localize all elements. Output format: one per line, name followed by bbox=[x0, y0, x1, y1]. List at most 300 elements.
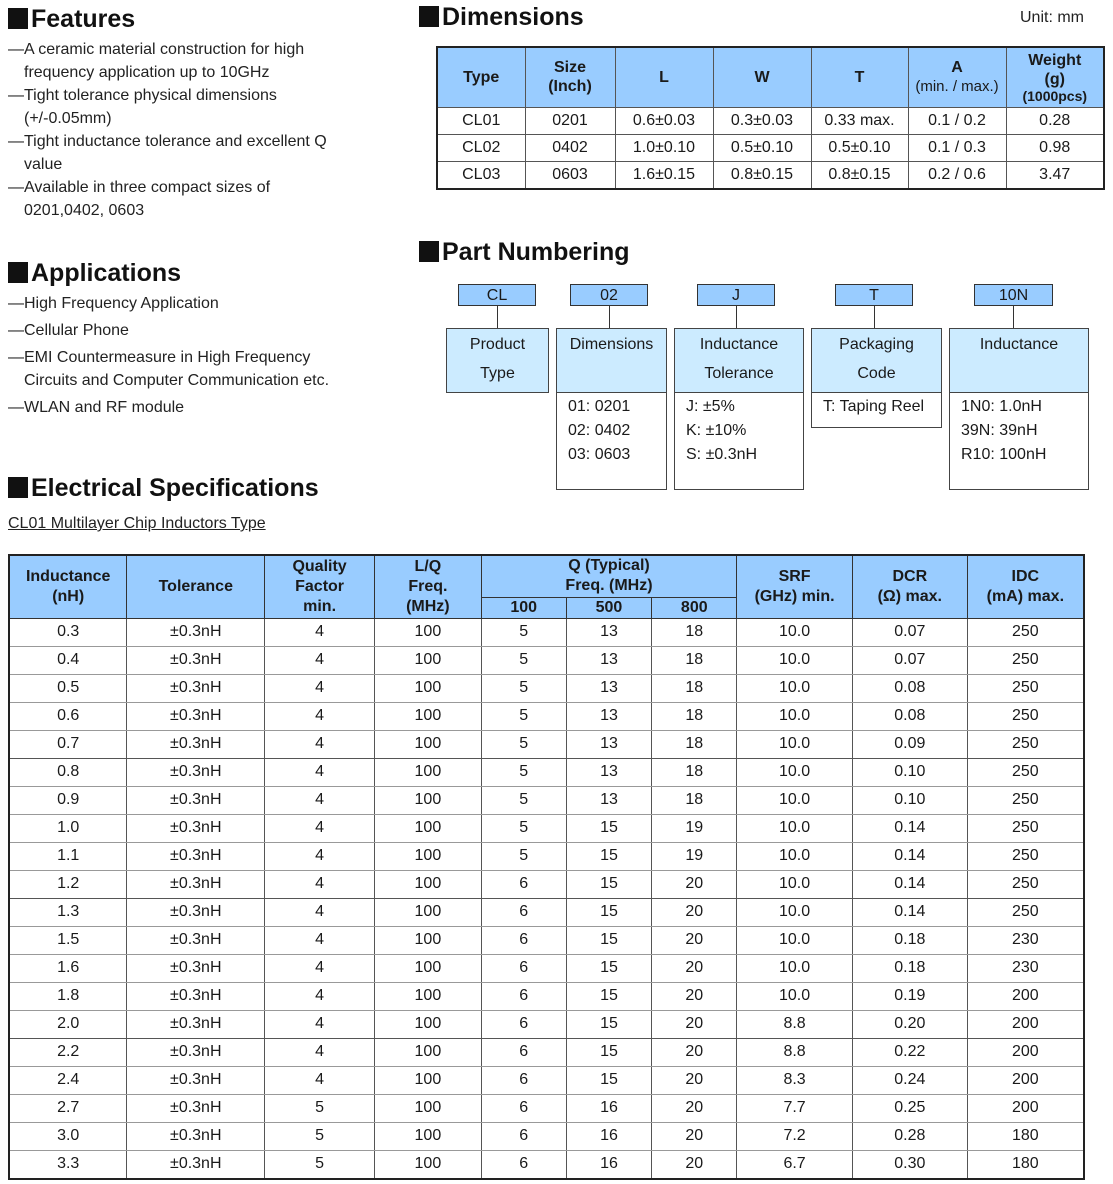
table-cell: 19 bbox=[652, 814, 737, 842]
table-cell: 10.0 bbox=[737, 618, 853, 646]
electrical-table bbox=[8, 554, 1085, 1180]
list-item: 01: 0201 bbox=[568, 398, 631, 415]
table-cell: 1.0 bbox=[9, 814, 127, 842]
table-cell: 5 bbox=[265, 1122, 375, 1150]
header-freq-500: 500 bbox=[566, 597, 652, 618]
table-row bbox=[9, 702, 1084, 730]
table-cell: 0.8 bbox=[9, 758, 127, 786]
table-cell: 5 bbox=[481, 702, 566, 730]
table-cell: ±0.3nH bbox=[127, 1150, 265, 1179]
table-row bbox=[9, 730, 1084, 758]
code-cl: CL bbox=[458, 284, 536, 306]
table-cell: 1.1 bbox=[9, 842, 127, 870]
table-cell: 0.7 bbox=[9, 730, 127, 758]
table-cell: 100 bbox=[374, 1150, 481, 1179]
table-cell: 20 bbox=[652, 926, 737, 954]
table-cell: 100 bbox=[374, 758, 481, 786]
connector-line bbox=[609, 306, 610, 328]
table-cell: 20 bbox=[652, 1122, 737, 1150]
title-square-icon bbox=[8, 477, 28, 498]
table-row bbox=[9, 786, 1084, 814]
table-cell: 0.14 bbox=[852, 842, 967, 870]
table-cell: 15 bbox=[566, 982, 652, 1010]
table-row bbox=[9, 1010, 1084, 1038]
table-cell: ±0.3nH bbox=[127, 926, 265, 954]
table-row bbox=[9, 1122, 1084, 1150]
table-cell: 1.2 bbox=[9, 870, 127, 898]
table-cell: 2.7 bbox=[9, 1094, 127, 1122]
table-cell: 0.08 bbox=[852, 674, 967, 702]
table-cell: 1.0±0.10 bbox=[615, 134, 713, 161]
table-cell: 0.33 max. bbox=[811, 107, 908, 134]
table-cell: 0.9 bbox=[9, 786, 127, 814]
dash-icon: — bbox=[8, 133, 24, 150]
table-cell: 0.18 bbox=[852, 954, 967, 982]
table-cell: 10.0 bbox=[737, 702, 853, 730]
table-cell: 100 bbox=[374, 786, 481, 814]
header-l: L bbox=[615, 47, 713, 107]
table-cell: 10.0 bbox=[737, 646, 853, 674]
dash-icon: — bbox=[8, 87, 24, 104]
table-cell: 250 bbox=[967, 814, 1084, 842]
table-cell: 15 bbox=[566, 814, 652, 842]
list-item: — Tight tolerance physical dimensions (+/-0.05mm) bbox=[8, 84, 408, 130]
table-cell: 100 bbox=[374, 1038, 481, 1066]
table-cell: 10.0 bbox=[737, 674, 853, 702]
box-packaging-code: Packaging Code bbox=[811, 328, 942, 393]
table-cell: 230 bbox=[967, 926, 1084, 954]
list-item: — Tight inductance tolerance and excellent Q value bbox=[8, 130, 408, 176]
table-cell: 6 bbox=[481, 1150, 566, 1179]
list-item: — High Frequency Application bbox=[8, 292, 408, 315]
header-type: Type bbox=[437, 47, 525, 107]
header-t: T bbox=[811, 47, 908, 107]
header-inductance: Inductance (nH) bbox=[9, 555, 127, 618]
table-cell: 18 bbox=[652, 730, 737, 758]
table-cell: 6 bbox=[481, 1038, 566, 1066]
table-cell: 6 bbox=[481, 954, 566, 982]
table-cell: 100 bbox=[374, 674, 481, 702]
table-cell: 5 bbox=[481, 730, 566, 758]
table-cell: ±0.3nH bbox=[127, 1066, 265, 1094]
table-cell: 0.3±0.03 bbox=[713, 107, 811, 134]
table-cell: 0.6±0.03 bbox=[615, 107, 713, 134]
table-cell: 250 bbox=[967, 730, 1084, 758]
table-cell: 0.5±0.10 bbox=[713, 134, 811, 161]
header-lq-freq: L/Q Freq. (MHz) bbox=[374, 555, 481, 618]
table-cell: 100 bbox=[374, 730, 481, 758]
box-dimensions: Dimensions bbox=[556, 328, 667, 393]
box-inductance-tolerance: Inductance Tolerance bbox=[674, 328, 804, 393]
table-cell: 230 bbox=[967, 954, 1084, 982]
table-cell: 100 bbox=[374, 814, 481, 842]
table-cell: 200 bbox=[967, 1038, 1084, 1066]
table-cell: 200 bbox=[967, 1010, 1084, 1038]
table-cell: 100 bbox=[374, 842, 481, 870]
table-cell: CL02 bbox=[437, 134, 525, 161]
table-cell: 4 bbox=[265, 702, 375, 730]
table-cell: 19 bbox=[652, 842, 737, 870]
table-cell: ±0.3nH bbox=[127, 1122, 265, 1150]
table-cell: 100 bbox=[374, 982, 481, 1010]
table-cell: 180 bbox=[967, 1150, 1084, 1179]
table-cell: 5 bbox=[481, 758, 566, 786]
table-cell: 4 bbox=[265, 674, 375, 702]
title-square-icon bbox=[419, 6, 439, 27]
table-cell: 10.0 bbox=[737, 898, 853, 926]
table-cell: 0.5±0.10 bbox=[811, 134, 908, 161]
table-cell: 15 bbox=[566, 926, 652, 954]
table-cell: 250 bbox=[967, 758, 1084, 786]
connector-line bbox=[497, 306, 498, 328]
table-cell: 6 bbox=[481, 870, 566, 898]
table-cell: 5 bbox=[265, 1094, 375, 1122]
header-size: Size (Inch) bbox=[525, 47, 615, 107]
table-cell: ±0.3nH bbox=[127, 758, 265, 786]
table-cell: 15 bbox=[566, 954, 652, 982]
table-cell: ±0.3nH bbox=[127, 1094, 265, 1122]
tolerance-codes-list bbox=[674, 393, 804, 490]
table-row bbox=[437, 134, 1104, 161]
dimensions-title: Dimensions bbox=[419, 3, 584, 31]
table-row bbox=[9, 674, 1084, 702]
table-cell: 100 bbox=[374, 926, 481, 954]
table-cell: 100 bbox=[374, 1094, 481, 1122]
table-cell: 0.2 / 0.6 bbox=[908, 161, 1006, 189]
header-freq-800: 800 bbox=[652, 597, 737, 618]
table-cell: 0.5 bbox=[9, 674, 127, 702]
dash-icon: — bbox=[8, 322, 24, 339]
list-item: 1N0: 1.0nH bbox=[961, 398, 1042, 415]
box-inductance: Inductance bbox=[949, 328, 1089, 393]
table-cell: 8.8 bbox=[737, 1038, 853, 1066]
list-item: — Available in three compact sizes of 0201,0402, 0603 bbox=[8, 176, 408, 222]
dash-icon: — bbox=[8, 41, 24, 58]
dash-icon: — bbox=[8, 399, 24, 416]
features-title: Features bbox=[8, 5, 135, 33]
part-numbering-title: Part Numbering bbox=[419, 238, 630, 266]
table-cell: ±0.3nH bbox=[127, 674, 265, 702]
table-cell: 10.0 bbox=[737, 786, 853, 814]
table-cell: 4 bbox=[265, 954, 375, 982]
table-cell: 0.8±0.15 bbox=[713, 161, 811, 189]
table-cell: 250 bbox=[967, 842, 1084, 870]
table-cell: 2.2 bbox=[9, 1038, 127, 1066]
table-cell: ±0.3nH bbox=[127, 786, 265, 814]
table-cell: 3.47 bbox=[1006, 161, 1104, 189]
table-cell: 5 bbox=[481, 786, 566, 814]
table-cell: 10.0 bbox=[737, 954, 853, 982]
table-cell: 250 bbox=[967, 618, 1084, 646]
table-cell: 2.0 bbox=[9, 1010, 127, 1038]
table-cell: ±0.3nH bbox=[127, 646, 265, 674]
table-cell: 10.0 bbox=[737, 982, 853, 1010]
list-item: — A ceramic material construction for high frequency application up to 10GHz bbox=[8, 38, 408, 84]
code-inductance: 10N bbox=[974, 284, 1053, 306]
table-cell: 6 bbox=[481, 982, 566, 1010]
table-cell: 5 bbox=[481, 674, 566, 702]
header-idc: IDC (mA) max. bbox=[967, 555, 1084, 618]
table-cell: 100 bbox=[374, 954, 481, 982]
dimensions-codes-list bbox=[556, 393, 667, 490]
table-cell: 4 bbox=[265, 1010, 375, 1038]
table-cell: 1.5 bbox=[9, 926, 127, 954]
table-cell: 0.14 bbox=[852, 814, 967, 842]
table-cell: 100 bbox=[374, 618, 481, 646]
list-item: K: ±10% bbox=[686, 422, 747, 439]
table-cell: 13 bbox=[566, 702, 652, 730]
table-row bbox=[9, 842, 1084, 870]
table-cell: 7.2 bbox=[737, 1122, 853, 1150]
table-cell: 250 bbox=[967, 870, 1084, 898]
table-cell: 4 bbox=[265, 814, 375, 842]
table-cell: 100 bbox=[374, 1122, 481, 1150]
table-cell: 16 bbox=[566, 1122, 652, 1150]
table-cell: 20 bbox=[652, 1066, 737, 1094]
table-cell: 20 bbox=[652, 954, 737, 982]
table-row bbox=[9, 1150, 1084, 1179]
table-cell: CL03 bbox=[437, 161, 525, 189]
table-cell: 4 bbox=[265, 1038, 375, 1066]
table-row bbox=[9, 982, 1084, 1010]
table-cell: 1.6 bbox=[9, 954, 127, 982]
table-cell: ±0.3nH bbox=[127, 842, 265, 870]
table-cell: 0.3 bbox=[9, 618, 127, 646]
table-cell: 10.0 bbox=[737, 730, 853, 758]
connector-line bbox=[1013, 306, 1014, 328]
list-item: — Cellular Phone bbox=[8, 319, 408, 342]
table-cell: 0.1 / 0.3 bbox=[908, 134, 1006, 161]
table-cell: 0.08 bbox=[852, 702, 967, 730]
table-row bbox=[9, 898, 1084, 926]
table-cell: 4 bbox=[265, 870, 375, 898]
table-cell: 0.19 bbox=[852, 982, 967, 1010]
table-cell: 100 bbox=[374, 702, 481, 730]
code-dimensions: 02 bbox=[570, 284, 648, 306]
title-square-icon bbox=[419, 241, 439, 262]
table-cell: 250 bbox=[967, 786, 1084, 814]
list-item: S: ±0.3nH bbox=[686, 446, 758, 463]
table-cell: 20 bbox=[652, 1094, 737, 1122]
table-cell: 13 bbox=[566, 758, 652, 786]
table-cell: 18 bbox=[652, 702, 737, 730]
connector-line bbox=[874, 306, 875, 328]
title-square-icon bbox=[8, 262, 28, 283]
table-cell: 0.28 bbox=[852, 1122, 967, 1150]
table-cell: ±0.3nH bbox=[127, 1010, 265, 1038]
unit-label: Unit: mm bbox=[1020, 9, 1084, 26]
table-cell: 13 bbox=[566, 730, 652, 758]
table-cell: 0603 bbox=[525, 161, 615, 189]
table-cell: 20 bbox=[652, 870, 737, 898]
dash-icon: — bbox=[8, 295, 24, 312]
table-cell: 4 bbox=[265, 646, 375, 674]
table-cell: 0.30 bbox=[852, 1150, 967, 1179]
table-cell: 15 bbox=[566, 1038, 652, 1066]
table-cell: ±0.3nH bbox=[127, 898, 265, 926]
list-item: — EMI Countermeasure in High Frequency Circuits and Computer Communication etc. bbox=[8, 346, 408, 392]
table-cell: 0.14 bbox=[852, 898, 967, 926]
table-cell: 0.07 bbox=[852, 646, 967, 674]
header-a: A (min. / max.) bbox=[908, 47, 1006, 107]
packaging-codes-list bbox=[811, 393, 942, 428]
table-cell: 4 bbox=[265, 842, 375, 870]
table-cell: 200 bbox=[967, 1066, 1084, 1094]
table-cell: 3.0 bbox=[9, 1122, 127, 1150]
table-cell: 1.3 bbox=[9, 898, 127, 926]
table-cell: 1.6±0.15 bbox=[615, 161, 713, 189]
table-cell: ±0.3nH bbox=[127, 982, 265, 1010]
table-cell: 100 bbox=[374, 870, 481, 898]
table-cell: 0.22 bbox=[852, 1038, 967, 1066]
table-cell: 4 bbox=[265, 618, 375, 646]
table-cell: 18 bbox=[652, 758, 737, 786]
table-cell: 0.98 bbox=[1006, 134, 1104, 161]
features-list bbox=[8, 38, 408, 222]
table-cell: ±0.3nH bbox=[127, 618, 265, 646]
table-header-row bbox=[9, 555, 1084, 597]
table-cell: 250 bbox=[967, 898, 1084, 926]
header-freq-100: 100 bbox=[481, 597, 566, 618]
table-cell: 200 bbox=[967, 1094, 1084, 1122]
table-cell: 15 bbox=[566, 842, 652, 870]
table-row bbox=[9, 954, 1084, 982]
table-cell: 5 bbox=[481, 618, 566, 646]
table-cell: 13 bbox=[566, 618, 652, 646]
table-row bbox=[9, 870, 1084, 898]
table-cell: 10.0 bbox=[737, 814, 853, 842]
table-cell: 4 bbox=[265, 982, 375, 1010]
list-item: 39N: 39nH bbox=[961, 422, 1038, 439]
table-cell: 4 bbox=[265, 926, 375, 954]
table-cell: 6 bbox=[481, 1010, 566, 1038]
header-q-typical: Q (Typical) Freq. (MHz) bbox=[481, 555, 736, 597]
table-cell: 7.7 bbox=[737, 1094, 853, 1122]
table-cell: 100 bbox=[374, 646, 481, 674]
table-cell: 15 bbox=[566, 1066, 652, 1094]
table-cell: 13 bbox=[566, 674, 652, 702]
table-cell: 1.8 bbox=[9, 982, 127, 1010]
table-cell: 0201 bbox=[525, 107, 615, 134]
table-row bbox=[9, 646, 1084, 674]
dimensions-table bbox=[436, 46, 1105, 190]
table-cell: 0.4 bbox=[9, 646, 127, 674]
table-row bbox=[9, 758, 1084, 786]
applications-title: Applications bbox=[8, 259, 181, 287]
table-cell: 15 bbox=[566, 1010, 652, 1038]
table-cell: 0.14 bbox=[852, 870, 967, 898]
table-cell: 5 bbox=[265, 1150, 375, 1179]
table-cell: ±0.3nH bbox=[127, 730, 265, 758]
dash-icon: — bbox=[8, 179, 24, 196]
table-cell: 6 bbox=[481, 1066, 566, 1094]
code-packaging: T bbox=[835, 284, 913, 306]
table-cell: ±0.3nH bbox=[127, 702, 265, 730]
table-row bbox=[437, 161, 1104, 189]
table-cell: 250 bbox=[967, 702, 1084, 730]
table-cell: 0.8±0.15 bbox=[811, 161, 908, 189]
header-weight: Weight (g) (1000pcs) bbox=[1006, 47, 1104, 107]
table-cell: 6 bbox=[481, 1122, 566, 1150]
table-cell: 8.3 bbox=[737, 1066, 853, 1094]
list-item: J: ±5% bbox=[686, 398, 735, 415]
list-item: T: Taping Reel bbox=[823, 398, 925, 415]
table-cell: 10.0 bbox=[737, 870, 853, 898]
table-cell: 15 bbox=[566, 898, 652, 926]
table-row bbox=[9, 926, 1084, 954]
table-cell: 4 bbox=[265, 786, 375, 814]
table-cell: 180 bbox=[967, 1122, 1084, 1150]
table-cell: 0.28 bbox=[1006, 107, 1104, 134]
table-cell: 18 bbox=[652, 674, 737, 702]
table-cell: 0402 bbox=[525, 134, 615, 161]
table-cell: 0.10 bbox=[852, 786, 967, 814]
table-cell: 10.0 bbox=[737, 842, 853, 870]
table-cell: 0.1 / 0.2 bbox=[908, 107, 1006, 134]
table-cell: 0.6 bbox=[9, 702, 127, 730]
electrical-title: Electrical Specifications bbox=[8, 474, 319, 502]
table-cell: 0.10 bbox=[852, 758, 967, 786]
table-cell: 6 bbox=[481, 1094, 566, 1122]
table-cell: 2.4 bbox=[9, 1066, 127, 1094]
list-item: — WLAN and RF module bbox=[8, 396, 408, 419]
table-cell: ±0.3nH bbox=[127, 870, 265, 898]
inductance-codes-list bbox=[949, 393, 1089, 490]
list-item: R10: 100nH bbox=[961, 446, 1047, 463]
table-cell: 4 bbox=[265, 1066, 375, 1094]
table-cell: 18 bbox=[652, 618, 737, 646]
header-dcr: DCR (Ω) max. bbox=[852, 555, 967, 618]
table-cell: 16 bbox=[566, 1094, 652, 1122]
table-cell: 4 bbox=[265, 758, 375, 786]
table-cell: 20 bbox=[652, 1038, 737, 1066]
connector-line bbox=[736, 306, 737, 328]
table-cell: 100 bbox=[374, 1010, 481, 1038]
table-cell: 13 bbox=[566, 646, 652, 674]
table-cell: 0.24 bbox=[852, 1066, 967, 1094]
table-cell: 16 bbox=[566, 1150, 652, 1179]
header-quality-factor: Quality Factor min. bbox=[265, 555, 375, 618]
box-product-type: Product Type bbox=[446, 328, 549, 393]
table-cell: 4 bbox=[265, 898, 375, 926]
table-cell: 13 bbox=[566, 786, 652, 814]
table-cell: 10.0 bbox=[737, 926, 853, 954]
table-cell: 6 bbox=[481, 898, 566, 926]
table-cell: ±0.3nH bbox=[127, 954, 265, 982]
table-cell: 15 bbox=[566, 870, 652, 898]
table-cell: 5 bbox=[481, 646, 566, 674]
table-cell: 10.0 bbox=[737, 758, 853, 786]
table-cell: 0.18 bbox=[852, 926, 967, 954]
electrical-subtitle: CL01 Multilayer Chip Inductors Type bbox=[8, 515, 266, 532]
table-cell: 18 bbox=[652, 646, 737, 674]
title-square-icon bbox=[8, 8, 28, 29]
list-item: 02: 0402 bbox=[568, 422, 631, 439]
table-row bbox=[437, 107, 1104, 134]
table-cell: 20 bbox=[652, 1010, 737, 1038]
table-cell: ±0.3nH bbox=[127, 1038, 265, 1066]
table-cell: CL01 bbox=[437, 107, 525, 134]
table-cell: 5 bbox=[481, 842, 566, 870]
header-w: W bbox=[713, 47, 811, 107]
table-row bbox=[9, 1038, 1084, 1066]
list-item: 03: 0603 bbox=[568, 446, 631, 463]
table-cell: 100 bbox=[374, 1066, 481, 1094]
table-row bbox=[9, 814, 1084, 842]
table-row bbox=[9, 1066, 1084, 1094]
table-cell: 3.3 bbox=[9, 1150, 127, 1179]
table-cell: 8.8 bbox=[737, 1010, 853, 1038]
